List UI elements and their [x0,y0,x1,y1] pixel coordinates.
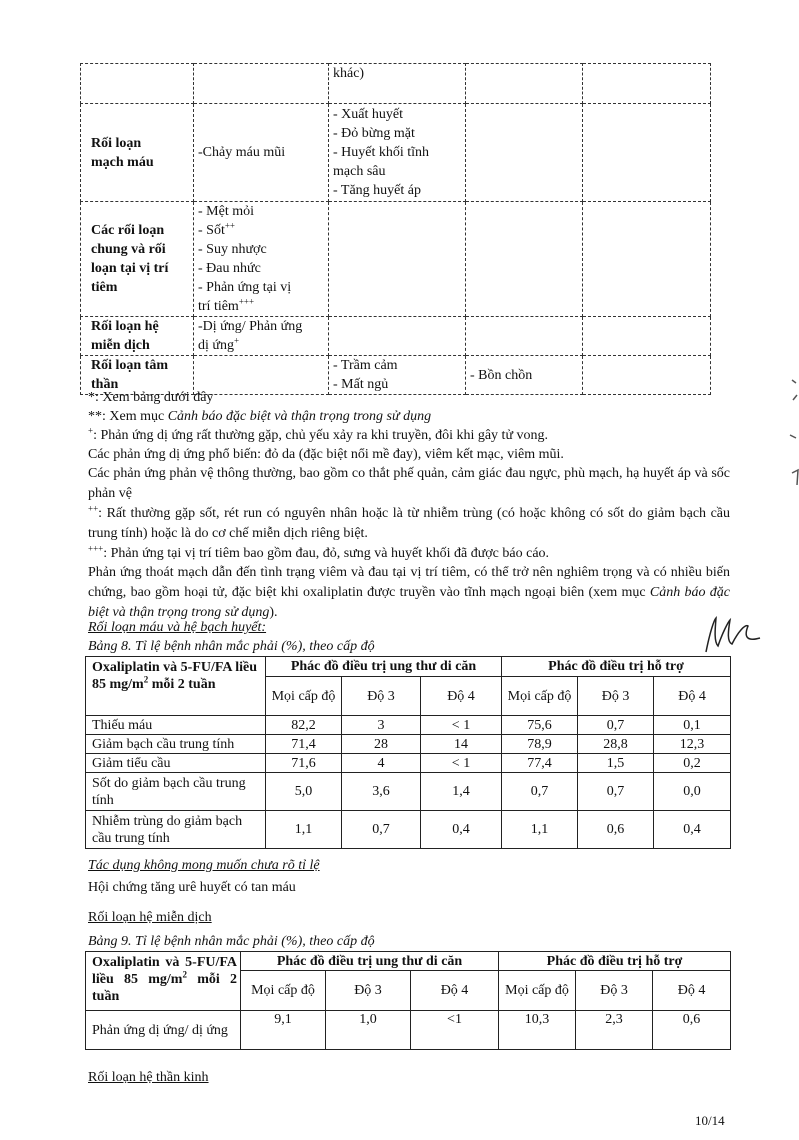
value-cell: 9,1 [241,1011,326,1050]
footnote-star: *: Xem bảng dưới đây [88,390,214,405]
table-row [81,64,711,104]
table-row [86,716,731,735]
subheader-cell: Độ 3 [326,971,411,1011]
value-cell: 78,9 [502,735,578,754]
group-header-metastatic: Phác đồ điều trị ung thư di căn [266,657,502,677]
table8-caption: Bảng 8. Tỉ lệ bệnh nhân mắc phải (%), theo cấp độ [88,639,375,654]
category-cell: Rối loạn mạch máu [81,104,194,202]
value-cell: 1,1 [502,811,578,849]
value-cell: 28 [342,735,421,754]
value-cell: 71,4 [266,735,342,754]
value-cell: 77,4 [502,754,578,773]
category-cell [81,64,194,104]
row-label: Sốt do giảm bạch cầu trung tính [86,773,266,811]
value-cell: <1 [411,1011,499,1050]
cell-text: - Trầm cảm - Mất ngủ [329,356,466,395]
footnote-plus: +: Phản ứng dị ứng rất thường gặp, chủ yếu xảy ra khi truyền, đôi khi gây tử vong. [88,425,549,443]
note-anaphylaxis: Các phản ứng phản vệ thông thường, bao gồm co thắt phế quản, cảm giác đau ngực, phù mạch, hạ huyết áp và sốc phản vệ [88,466,730,501]
subheader-cell: Độ 4 [654,677,731,716]
value-cell: 82,2 [266,716,342,735]
subheader-cell: Mọi cấp độ [502,677,578,716]
value-cell: 4 [342,754,421,773]
value-cell: 71,6 [266,754,342,773]
cell-text: -Chảy máu mũi [194,104,329,202]
signature-scribble [700,612,770,657]
subheader-cell: Độ 4 [411,971,499,1011]
category-cell: Rối loạn tâm thần [81,356,194,395]
group-header-metastatic: Phác đồ điều trị ung thư di căn [241,952,499,971]
row-label: Phản ứng dị ứng/ dị ứng [86,1011,241,1050]
cell-text: - Bồn chồn [466,356,583,395]
category-cell: Rối loạn hệ miễn dịch [81,317,194,356]
page-number: 10/14 [695,1113,725,1128]
value-cell: 1,4 [421,773,502,811]
group-header-adjuvant: Phác đồ điều trị hỗ trợ [499,952,731,971]
value-cell: 0,4 [654,811,731,849]
value-cell: 0,7 [342,811,421,849]
note-common-allergy: Các phản ứng dị ứng phổ biến: đỏ da (đặc biệt nổi mề đay), viêm kết mạc, viêm mũi. [88,447,564,462]
value-cell: 5,0 [266,773,342,811]
row-label: Thiếu máu [86,716,266,735]
value-cell: 0,6 [653,1011,731,1050]
cell-text: - Mệt mỏi - Sốt++ - Suy nhược - Đau nhức - Phản ứng tại vị trí tiêm+++ [194,202,329,317]
header-label: Oxaliplatin và 5-FU/FA liều 85 $mg/m^2$ mỗi 2 tuần [86,952,241,1011]
note-extravasation: Phản ứng thoát mạch dẫn đến tình trạng viêm và đau tại vị trí tiêm, có thể trở nên nghiêm trọng và có nhiều biến chứng, bao gồm hoại tử, đặc biệt khi oxaliplatin được truyền vào tĩnh mạch ngoại biên (xem mục Cảnh báo đặc biệt và thận trọng trong sử dụng). [88,565,730,620]
value-cell: 1,5 [578,754,654,773]
subheader-cell: Mọi cấp độ [241,971,326,1011]
value-cell: 0,4 [421,811,502,849]
table-header-row [86,952,731,971]
subheader-cell: Độ 3 [578,677,654,716]
value-cell: 75,6 [502,716,578,735]
subheader-cell: Độ 4 [653,971,731,1011]
cell-text: - Xuất huyết - Đỏ bừng mặt - Huyết khối tĩnh mạch sâu - Tăng huyết áp [329,104,466,202]
subheader-cell: Độ 4 [421,677,502,716]
value-cell: 3 [342,716,421,735]
value-cell: 0,0 [654,773,731,811]
value-cell: 2,3 [576,1011,653,1050]
row-label: Nhiễm trùng do giảm bạch cầu trung tính [86,811,266,849]
value-cell: < 1 [421,754,502,773]
table-row [81,317,711,356]
value-cell: 28,8 [578,735,654,754]
value-cell: 0,7 [578,716,654,735]
table-row [81,104,711,202]
section-heading-blood: Rối loạn máu và hệ bạch huyết: [88,620,267,635]
value-cell: 1,1 [266,811,342,849]
row-label: Giảm tiểu cầu [86,754,266,773]
footnote-double-star: **: Xem mục Cảnh báo đặc biệt và thận trọng trong sử dụng [88,409,432,424]
table-row [86,1011,731,1050]
subheader-cell: Độ 3 [342,677,421,716]
subheader-cell: Mọi cấp độ [499,971,576,1011]
table-row [86,811,731,849]
table-row [86,735,731,754]
value-cell: 0,7 [502,773,578,811]
cell-text: -Dị ứng/ Phản ứng dị ứng+ [194,317,329,356]
undetermined-heading: Tác dụng không mong muốn chưa rõ tỉ lệ [88,858,320,873]
table-row [86,754,731,773]
row-label: Giảm bạch cầu trung tính [86,735,266,754]
table-row [81,202,711,317]
table-row [86,773,731,811]
cell-text: khác) [329,64,466,104]
value-cell: 0,7 [578,773,654,811]
footnote-double-plus: ++: Rất thường gặp sốt, rét run có nguyên nhân hoặc là từ nhiễm trùng (có hoặc không có sốt do giảm bạch cầu trung tính) hoặc là do cơ chế miễn dịch riêng biệt. [88,503,730,541]
value-cell: 0,6 [578,811,654,849]
category-cell: Các rối loạn chung và rối loạn tại vị trí tiêm [81,202,194,317]
adverse-effects-table-continued [80,63,711,395]
subheader-cell: Mọi cấp độ [266,677,342,716]
footnote-triple-plus: +++: Phản ứng tại vị trí tiêm bao gồm đau, đỏ, sưng và huyết khối đã được báo cáo. [88,543,550,561]
value-cell: 0,1 [654,716,731,735]
group-header-adjuvant: Phác đồ điều trị hỗ trợ [502,657,731,677]
subheader-cell: Độ 3 [576,971,653,1011]
header-label: Oxaliplatin và 5-FU/FA liều 85 $mg/m^2$ mỗi 2 tuần [86,657,266,716]
value-cell: 12,3 [654,735,731,754]
table-8 [85,656,731,849]
table9-caption: Bảng 9. Tỉ lệ bệnh nhân mắc phải (%), theo cấp độ [88,934,375,949]
value-cell: 0,2 [654,754,731,773]
section-heading-nervous: Rối loạn hệ thần kinh [88,1070,209,1085]
value-cell: 1,0 [326,1011,411,1050]
undetermined-text: Hội chứng tăng urê huyết có tan máu [88,880,296,895]
table-header-row [86,657,731,677]
value-cell: 3,6 [342,773,421,811]
value-cell: 10,3 [499,1011,576,1050]
value-cell: 14 [421,735,502,754]
value-cell: < 1 [421,716,502,735]
section-heading-immune: Rối loạn hệ miễn dịch [88,910,212,925]
table-9 [85,951,731,1050]
scan-edge-marks [784,375,799,505]
